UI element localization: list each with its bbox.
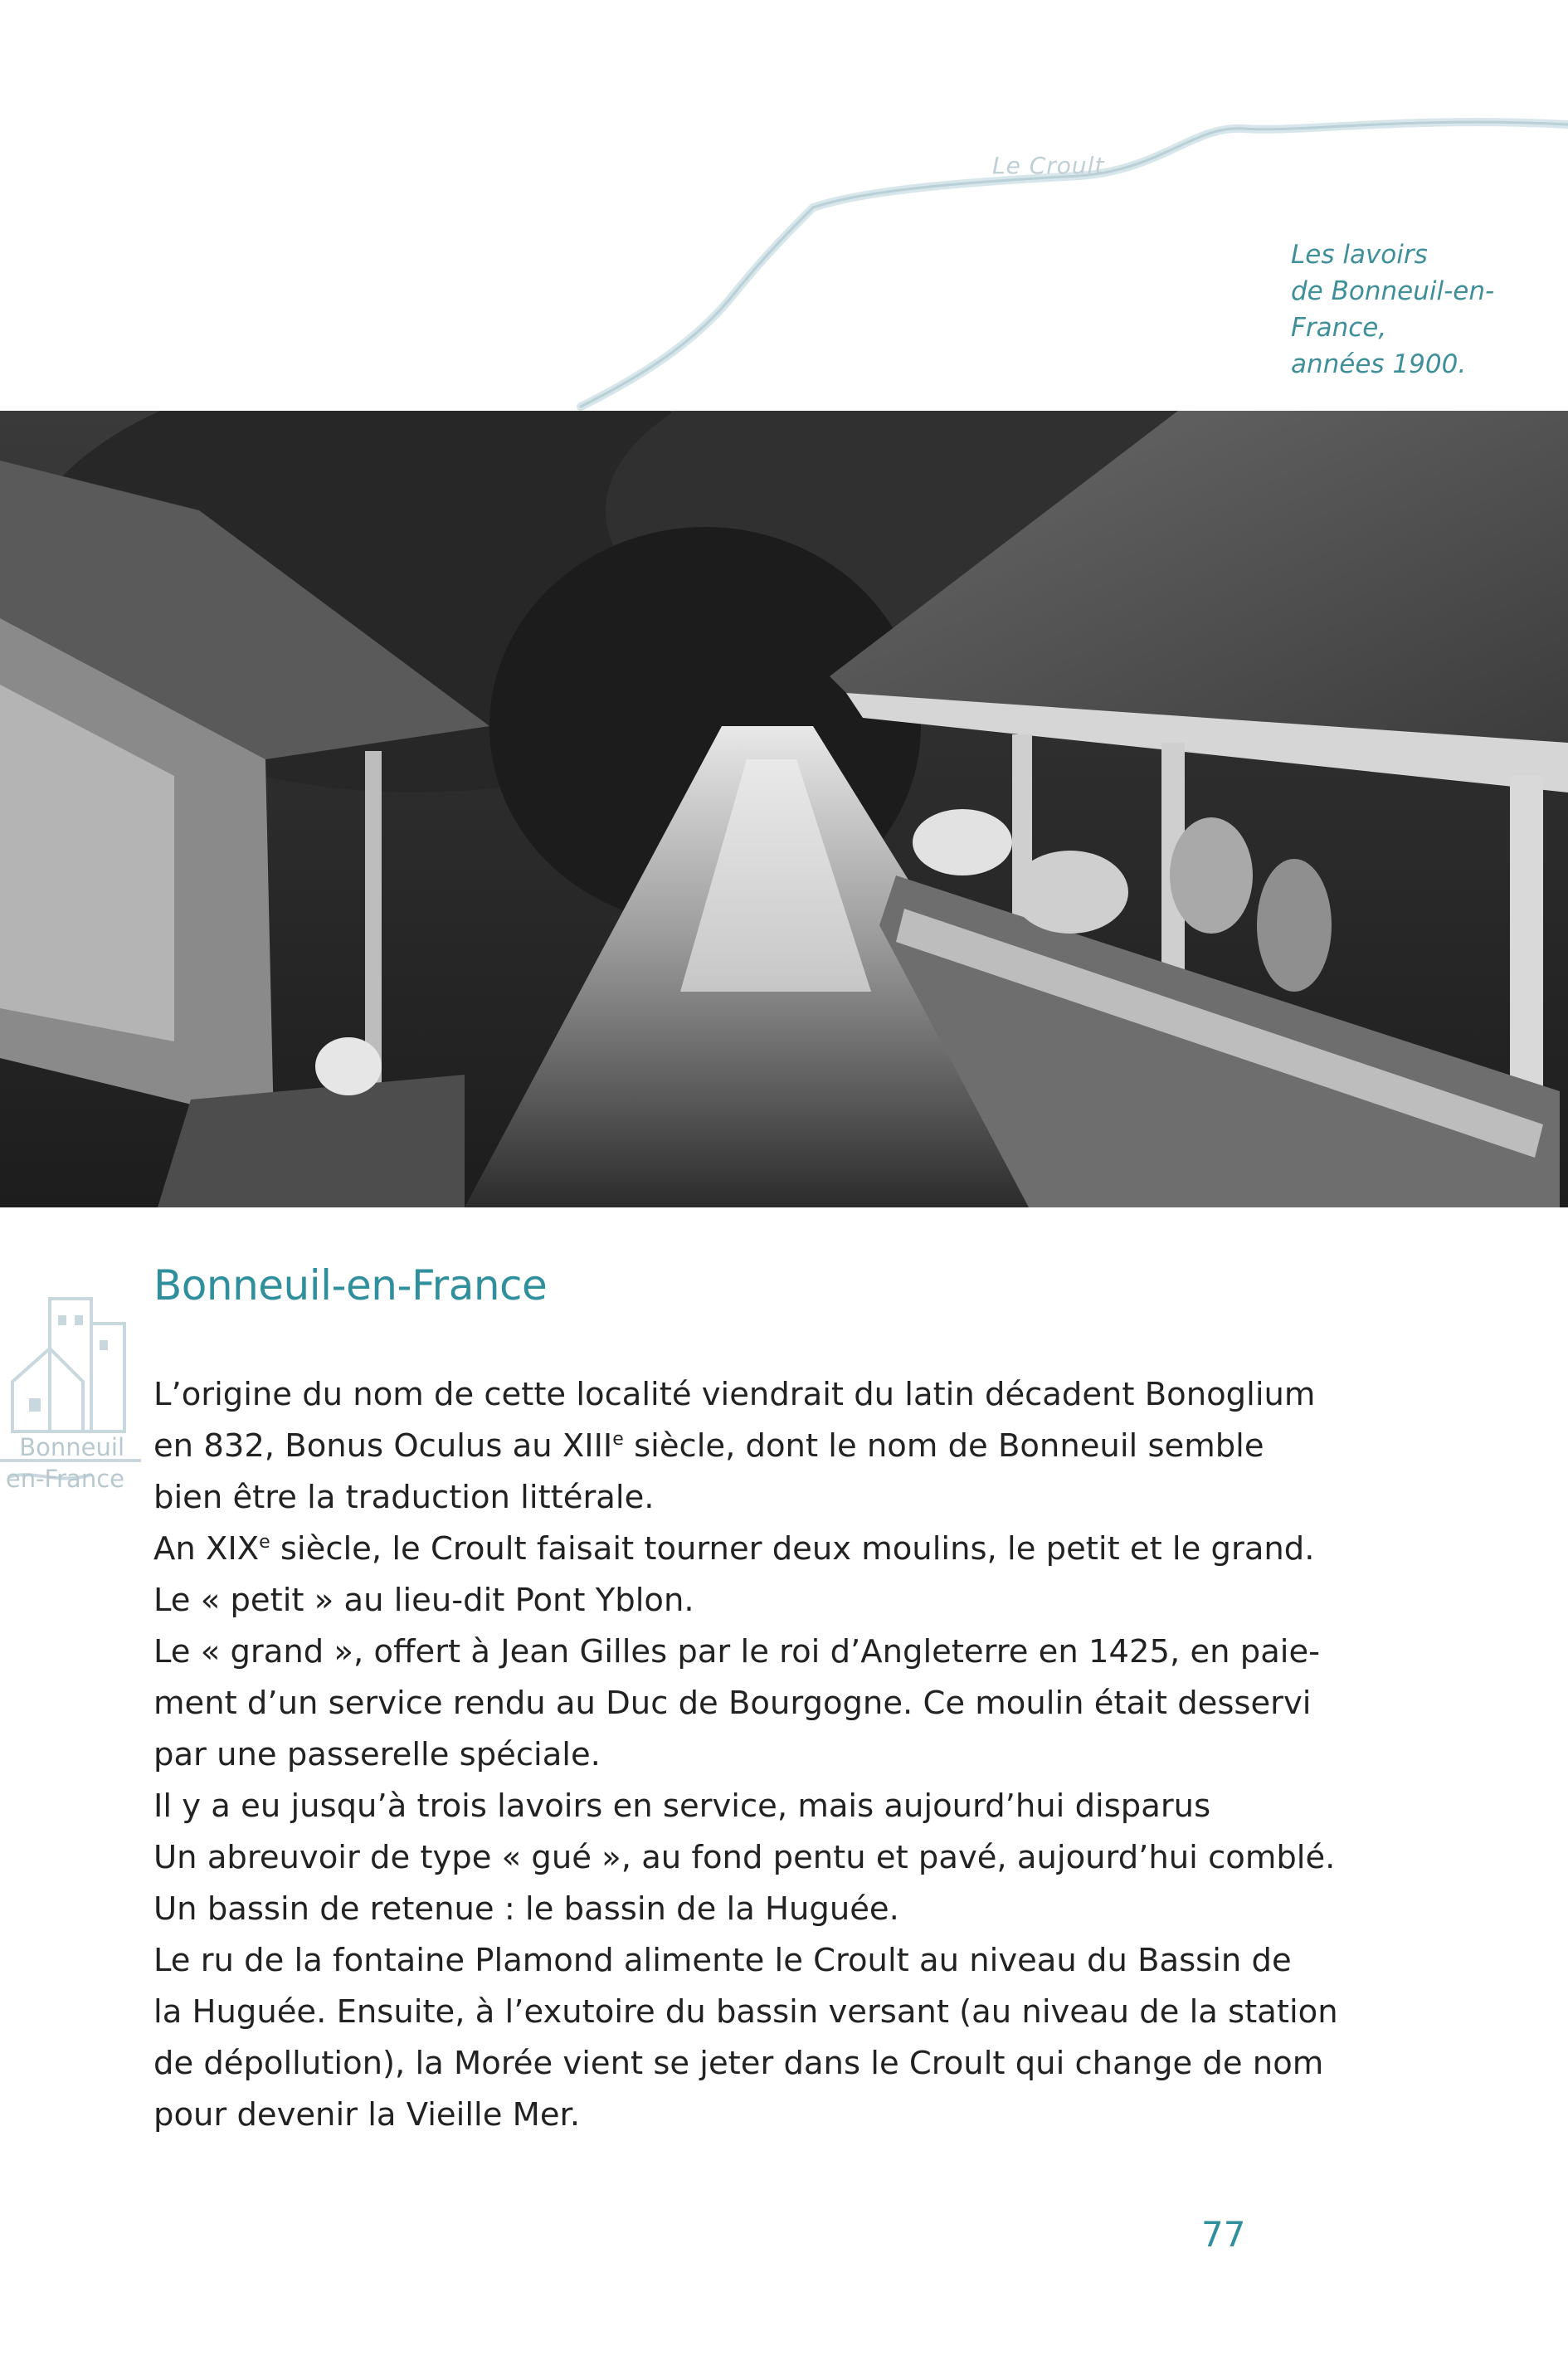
text-line: Un bassin de retenue : le bassin de la Huguée. [153, 1890, 899, 1928]
side-label-line: en-France [5, 1465, 124, 1493]
text-line: Le « petit » au lieu-dit Pont Yblon. [153, 1582, 694, 1619]
superscript: e [259, 1532, 270, 1553]
text-line: Le « grand », offert à Jean Gilles par le roi d’Angleterre en 1425, en paie- [153, 1633, 1321, 1670]
text-run: en 832, Bonus Oculus au XIII [153, 1427, 613, 1465]
caption-line: de Bonneuil-en- [1291, 276, 1495, 306]
text-line [153, 1524, 1315, 1575]
text-line [153, 1421, 1264, 1472]
superscript: e [612, 1429, 624, 1451]
lavoir-photograph [0, 411, 1568, 1207]
text-run: An XIX [153, 1530, 260, 1568]
caption-line: France, [1291, 313, 1387, 343]
caption-line: Les lavoirs [1291, 240, 1428, 270]
text-run: siècle, dont le nom de Bonneuil semble [623, 1427, 1264, 1465]
page-number: 77 [1201, 2214, 1246, 2255]
text-line: Il y a eu jusqu’à trois lavoirs en service, mais aujourd’hui disparus [153, 1787, 1211, 1825]
text-line: la Huguée. Ensuite, à l’exutoire du bassin versant (au niveau de la station [153, 1993, 1338, 2031]
side-place-label [0, 1431, 124, 1495]
text-line: pour devenir la Vieille Mer. [153, 2096, 581, 2134]
text-line: Le ru de la fontaine Plamond alimente le Croult au niveau du Bassin de [153, 1942, 1292, 1979]
river-label: Le Croult [992, 152, 1105, 179]
text-line: par une passerelle spéciale. [153, 1736, 601, 1773]
text-line: Un abreuvoir de type « gué », au fond pentu et pavé, aujourd’hui comblé. [153, 1839, 1336, 1876]
side-label-line: Bonneuil [19, 1433, 124, 1461]
text-line: bien être la traduction littérale. [153, 1479, 655, 1516]
text-run: siècle, le Croult faisait tourner deux moulins, le petit et le grand. [270, 1530, 1315, 1568]
text-line: de dépollution), la Morée vient se jeter dans le Croult qui change de nom [153, 2045, 1324, 2082]
section-title: Bonneuil-en-France [153, 1261, 548, 1309]
body-text [153, 1369, 1338, 2141]
text-line: ment d’un service rendu au Duc de Bourgogne. Ce moulin était desservi [153, 1685, 1312, 1722]
text-line: L’origine du nom de cette localité viendrait du latin décadent Bonoglium [153, 1376, 1316, 1413]
caption-line: années 1900. [1291, 349, 1467, 379]
photo-caption [1291, 237, 1540, 383]
